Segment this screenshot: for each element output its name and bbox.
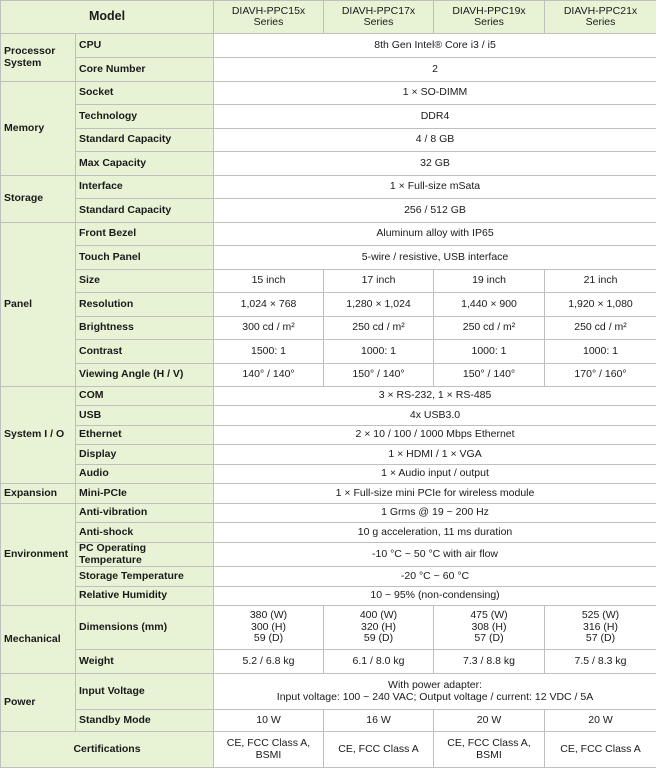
value-brightness-21: 250 cd / m² — [545, 317, 656, 340]
label-viewing-angle: Viewing Angle (H / V) — [76, 364, 214, 387]
series-header-21x: DIAVH-PPC21x Series — [545, 1, 656, 34]
value-contrast-19: 1000: 1 — [434, 340, 545, 364]
value-anti-vibration: 1 Grms @ 19 ~ 200 Hz — [214, 504, 656, 523]
value-mini-pcie: 1 × Full-size mini PCIe for wireless module — [214, 484, 656, 504]
value-weight-21: 7.5 / 8.3 kg — [545, 650, 656, 674]
group-panel: Panel — [1, 223, 76, 387]
label-technology: Technology — [76, 105, 214, 129]
label-brightness: Brightness — [76, 317, 214, 340]
value-weight-15: 5.2 / 6.8 kg — [214, 650, 324, 674]
group-storage: Storage — [1, 176, 76, 223]
value-brightness-15: 300 cd / m² — [214, 317, 324, 340]
value-resolution-17: 1,280 × 1,024 — [324, 293, 434, 317]
value-anti-shock: 10 g acceleration, 11 ms duration — [214, 523, 656, 543]
label-resolution: Resolution — [76, 293, 214, 317]
value-display: 1 × HDMI / 1 × VGA — [214, 445, 656, 465]
label-contrast: Contrast — [76, 340, 214, 364]
label-standby-mode: Standby Mode — [76, 710, 214, 732]
group-power: Power — [1, 674, 76, 732]
label-front-bezel: Front Bezel — [76, 223, 214, 246]
value-angle-19: 150° / 140° — [434, 364, 545, 387]
value-angle-15: 140° / 140° — [214, 364, 324, 387]
label-humidity: Relative Humidity — [76, 587, 214, 606]
label-socket: Socket — [76, 82, 214, 105]
label-cpu: CPU — [76, 34, 214, 58]
label-size: Size — [76, 270, 214, 293]
value-interface: 1 × Full-size mSata — [214, 176, 656, 199]
value-angle-17: 150° / 140° — [324, 364, 434, 387]
value-cert-15: CE, FCC Class A, BSMI — [214, 732, 324, 768]
label-storage-temp: Storage Temperature — [76, 567, 214, 587]
label-display: Display — [76, 445, 214, 465]
value-socket: 1 × SO-DIMM — [214, 82, 656, 105]
value-contrast-21: 1000: 1 — [545, 340, 656, 364]
value-angle-21: 170° / 160° — [545, 364, 656, 387]
value-weight-19: 7.3 / 8.8 kg — [434, 650, 545, 674]
value-contrast-17: 1000: 1 — [324, 340, 434, 364]
value-cert-21: CE, FCC Class A — [545, 732, 656, 768]
label-max-capacity: Max Capacity — [76, 152, 214, 176]
label-ethernet: Ethernet — [76, 426, 214, 445]
value-size-15: 15 inch — [214, 270, 324, 293]
label-anti-vibration: Anti-vibration — [76, 504, 214, 523]
value-core-number: 2 — [214, 58, 656, 82]
value-size-21: 21 inch — [545, 270, 656, 293]
value-max-capacity: 32 GB — [214, 152, 656, 176]
value-input-voltage: With power adapter: Input voltage: 100 ~ 240 VAC; Output voltage / current: 12 VDC / 5A — [214, 674, 656, 710]
value-memory-standard: 4 / 8 GB — [214, 129, 656, 152]
value-dimensions-17: 400 (W) 320 (H) 59 (D) — [324, 606, 434, 650]
value-operating-temp: -10 °C ~ 50 °C with air flow — [214, 543, 656, 567]
value-audio: 1 × Audio input / output — [214, 465, 656, 484]
value-ethernet: 2 × 10 / 100 / 1000 Mbps Ethernet — [214, 426, 656, 445]
value-front-bezel: Aluminum alloy with IP65 — [214, 223, 656, 246]
value-dimensions-21: 525 (W) 316 (H) 57 (D) — [545, 606, 656, 650]
value-standby-15: 10 W — [214, 710, 324, 732]
value-humidity: 10 ~ 95% (non-condensing) — [214, 587, 656, 606]
group-memory: Memory — [1, 82, 76, 176]
label-anti-shock: Anti-shock — [76, 523, 214, 543]
value-cpu: 8th Gen Intel® Core i3 / i5 — [214, 34, 656, 58]
value-size-17: 17 inch — [324, 270, 434, 293]
value-touch-panel: 5-wire / resistive, USB interface — [214, 246, 656, 270]
value-resolution-15: 1,024 × 768 — [214, 293, 324, 317]
group-processor: Processor System — [1, 34, 76, 82]
value-usb: 4x USB3.0 — [214, 406, 656, 426]
label-certifications: Certifications — [1, 732, 214, 768]
value-brightness-19: 250 cd / m² — [434, 317, 545, 340]
label-input-voltage: Input Voltage — [76, 674, 214, 710]
series-header-15x: DIAVH-PPC15x Series — [214, 1, 324, 34]
group-expansion: Expansion — [1, 484, 76, 504]
series-header-19x: DIAVH-PPC19x Series — [434, 1, 545, 34]
label-usb: USB — [76, 406, 214, 426]
label-interface: Interface — [76, 176, 214, 199]
label-storage-standard: Standard Capacity — [76, 199, 214, 223]
value-standby-21: 20 W — [545, 710, 656, 732]
label-com: COM — [76, 387, 214, 406]
group-system-io: System I / O — [1, 387, 76, 484]
label-mini-pcie: Mini-PCIe — [76, 484, 214, 504]
value-cert-17: CE, FCC Class A — [324, 732, 434, 768]
value-resolution-19: 1,440 × 900 — [434, 293, 545, 317]
group-mechanical: Mechanical — [1, 606, 76, 674]
value-standby-17: 16 W — [324, 710, 434, 732]
label-dimensions: Dimensions (mm) — [76, 606, 214, 650]
value-weight-17: 6.1 / 8.0 kg — [324, 650, 434, 674]
value-resolution-21: 1,920 × 1,080 — [545, 293, 656, 317]
label-weight: Weight — [76, 650, 214, 674]
value-standby-19: 20 W — [434, 710, 545, 732]
value-technology: DDR4 — [214, 105, 656, 129]
value-contrast-15: 1500: 1 — [214, 340, 324, 364]
value-com: 3 × RS-232, 1 × RS-485 — [214, 387, 656, 406]
label-memory-standard: Standard Capacity — [76, 129, 214, 152]
value-storage-standard: 256 / 512 GB — [214, 199, 656, 223]
value-dimensions-15: 380 (W) 300 (H) 59 (D) — [214, 606, 324, 650]
value-brightness-17: 250 cd / m² — [324, 317, 434, 340]
label-operating-temp: PC Operating Temperature — [76, 543, 214, 567]
label-touch-panel: Touch Panel — [76, 246, 214, 270]
value-storage-temp: -20 °C ~ 60 °C — [214, 567, 656, 587]
value-cert-19: CE, FCC Class A, BSMI — [434, 732, 545, 768]
value-size-19: 19 inch — [434, 270, 545, 293]
model-header: Model — [1, 1, 214, 34]
group-environment: Environment — [1, 504, 76, 606]
series-header-17x: DIAVH-PPC17x Series — [324, 1, 434, 34]
label-audio: Audio — [76, 465, 214, 484]
value-dimensions-19: 475 (W) 308 (H) 57 (D) — [434, 606, 545, 650]
label-core-number: Core Number — [76, 58, 214, 82]
